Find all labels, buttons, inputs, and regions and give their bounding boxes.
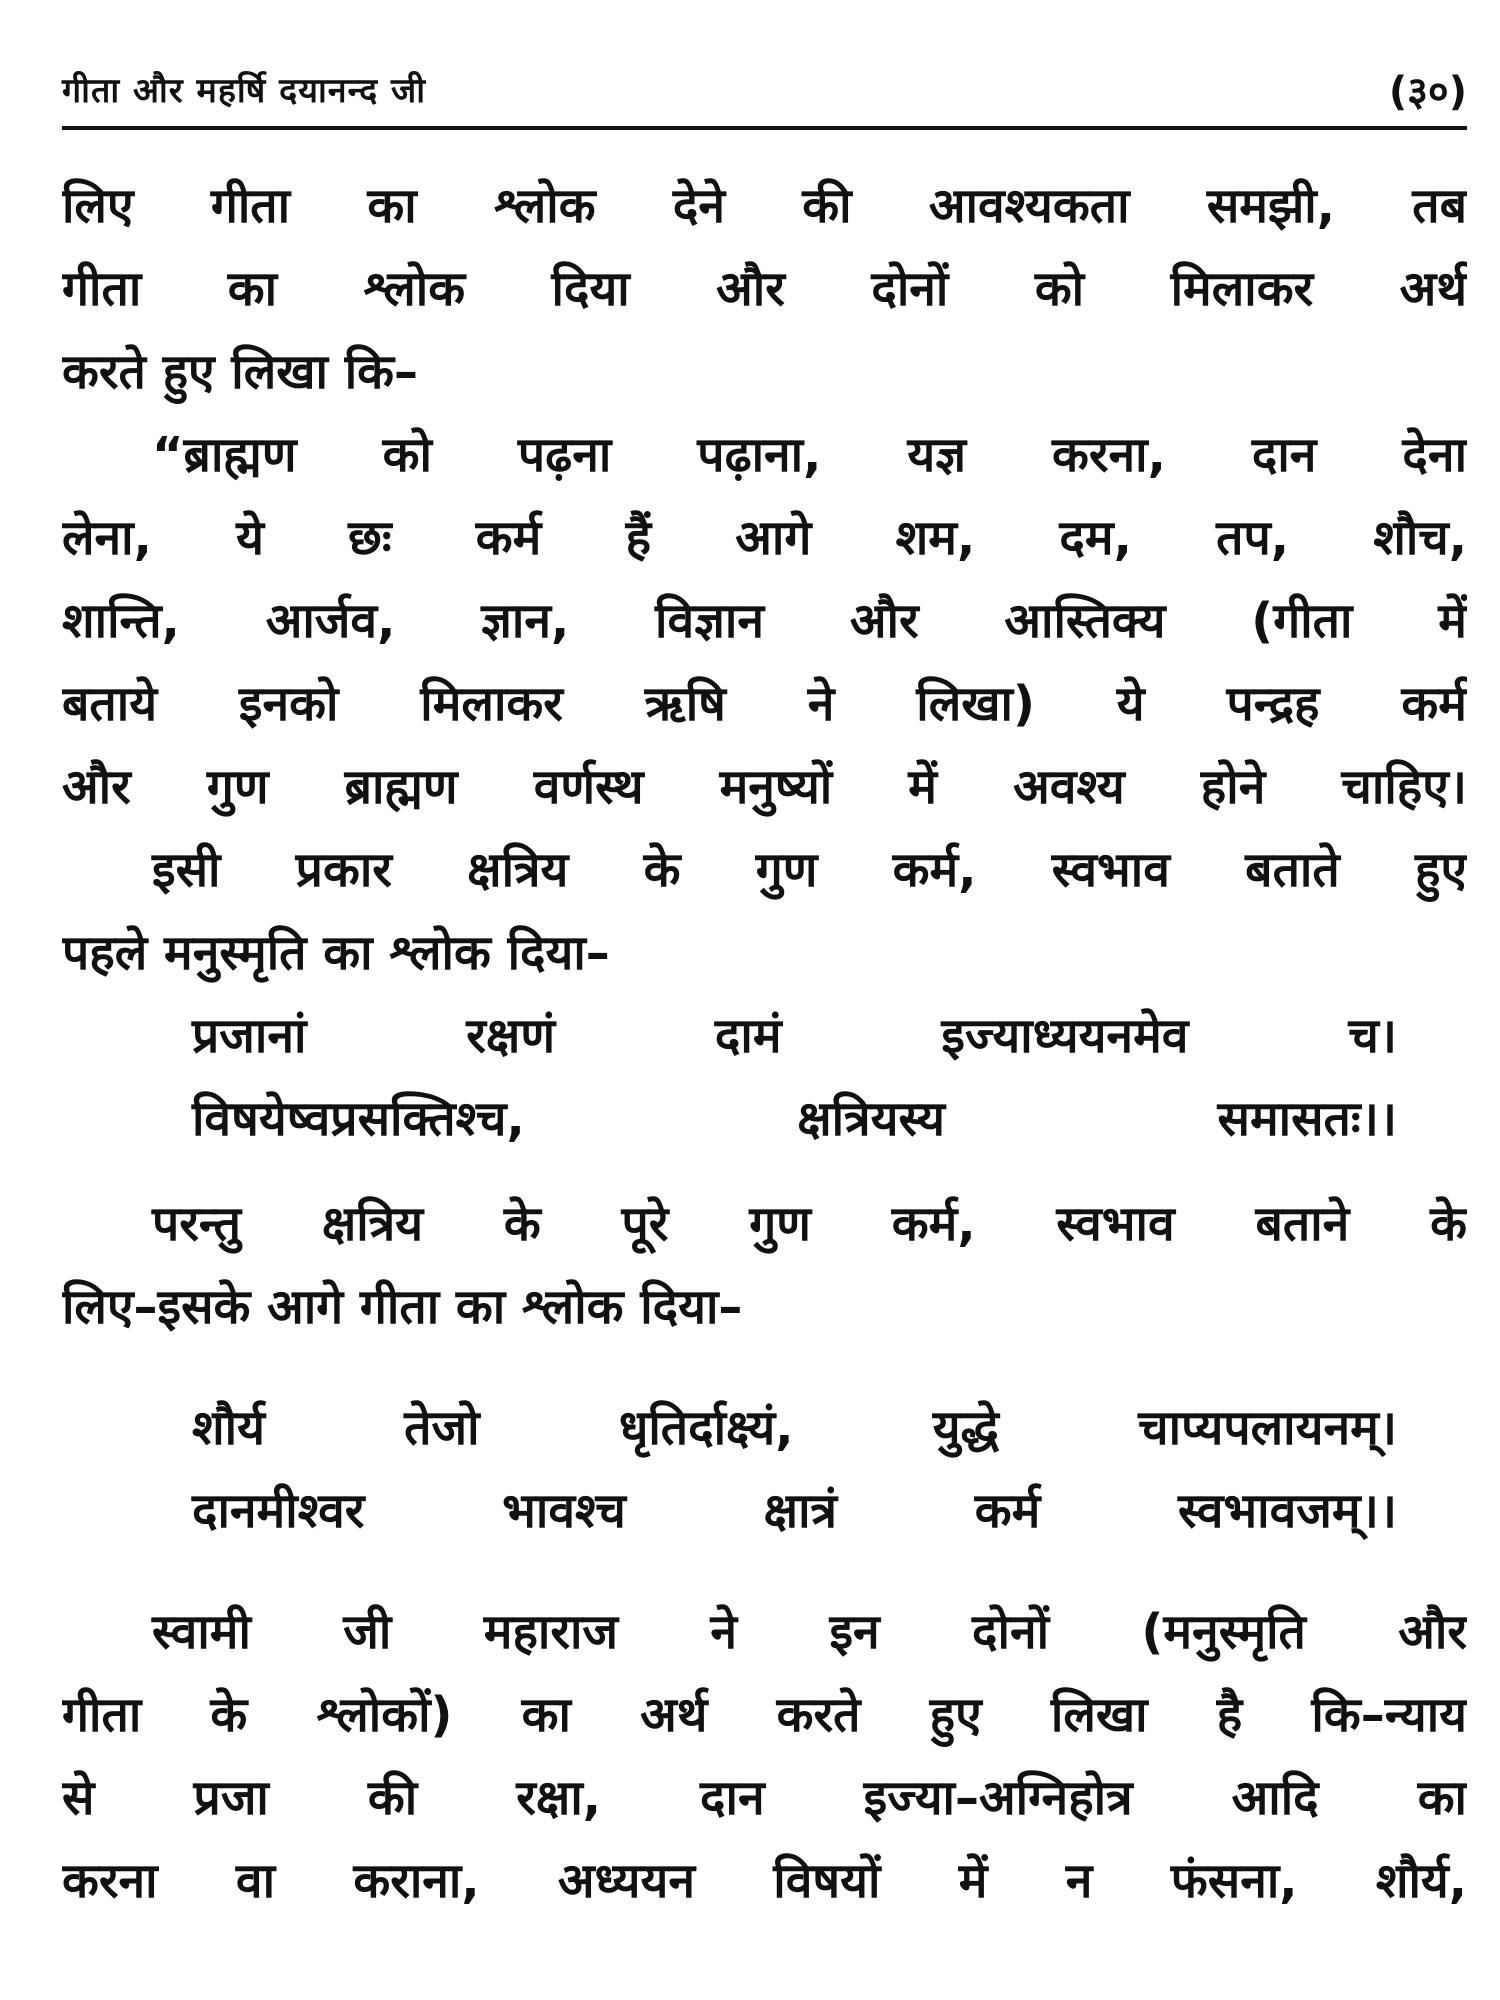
text-line: करते हुए लिखा कि–	[62, 344, 418, 400]
shloka-line: दानमीश्वर भावश्च क्षात्रं कर्म स्वभावजम्।।	[192, 1483, 1397, 1539]
text-line: स्वामी जी महाराज ने इन दोनों (मनुस्मृति और	[152, 1604, 1467, 1660]
text-line: शान्ति, आर्जव, ज्ञान, विज्ञान और आस्तिक्य (गीता में	[62, 593, 1467, 649]
shloka-line: प्रजानां रक्षणं दामं इज्याध्ययनमेव च।	[192, 1008, 1397, 1064]
text-line: गीता का श्लोक दिया और दोनों को मिलाकर अर्थ	[62, 261, 1467, 317]
running-title: गीता और महर्षि दयानन्द जी	[62, 71, 427, 111]
running-header	[62, 62, 1467, 122]
text-line: इसी प्रकार क्षत्रिय के गुण कर्म, स्वभाव बताते हुए	[152, 842, 1467, 898]
text-line: लिए–इसके आगे गीता का श्लोक दिया–	[62, 1279, 743, 1335]
text-line: “ब्राह्मण को पढ़ना पढ़ाना, यज्ञ करना, दान देना	[152, 427, 1467, 483]
text-line: गीता के श्लोकों) का अर्थ करते हुए लिखा है कि–न्याय	[62, 1687, 1467, 1743]
page-number: (३०)	[1388, 69, 1467, 115]
text-line: पहले मनुस्मृति का श्लोक दिया–	[62, 925, 610, 981]
text-line: लिए गीता का श्लोक देने की आवश्यकता समझी, तब	[62, 178, 1467, 234]
text-line: परन्तु क्षत्रिय के पूरे गुण कर्म, स्वभाव बताने के	[152, 1196, 1467, 1252]
shloka-line: विषयेष्वप्रसक्तिश्च, क्षत्रियस्य समासतः।।	[192, 1091, 1397, 1147]
page-body	[62, 165, 1467, 1923]
text-line: और गुण ब्राह्मण वर्णस्थ मनुष्यों में अवश्य होने चाहिए।	[62, 759, 1467, 815]
text-line: करना वा कराना, अध्ययन विषयों में न फंसना, शौर्य,	[62, 1853, 1467, 1909]
text-line: बताये इनको मिलाकर ऋषि ने लिखा) ये पन्द्रह कर्म	[62, 676, 1467, 732]
header-rule	[62, 126, 1467, 130]
text-line: लेना, ये छः कर्म हैं आगे शम, दम, तप, शौच,	[62, 510, 1467, 566]
shloka-line: शौर्य तेजो धृतिर्दाक्ष्यं, युद्धे चाप्यपलायनम्।	[192, 1400, 1397, 1456]
text-line: से प्रजा की रक्षा, दान इज्या–अग्निहोत्र आदि का	[62, 1770, 1467, 1826]
